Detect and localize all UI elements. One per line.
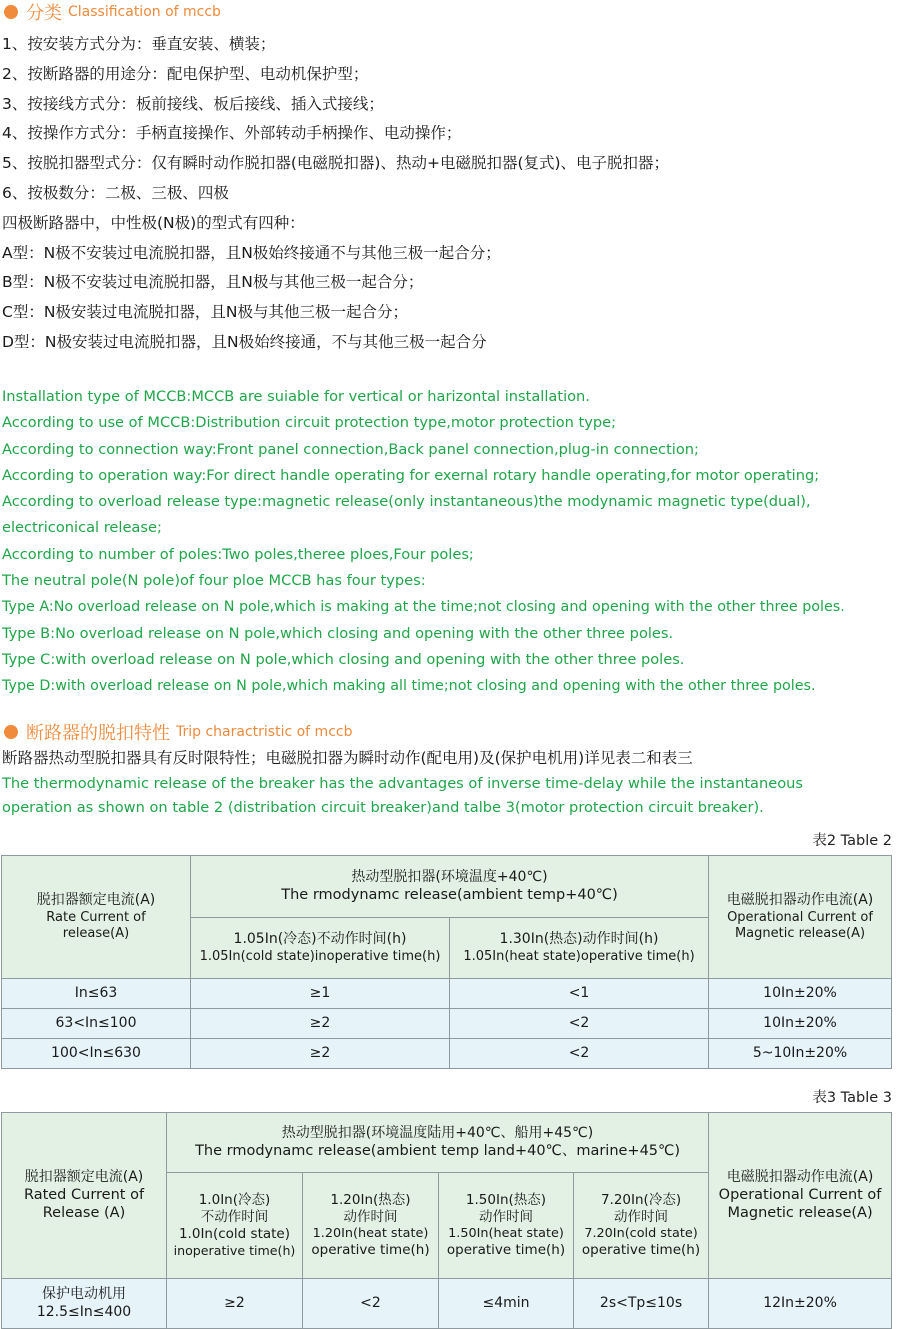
list-item: D型：N极安装过电流脱扣器，且N极始终接通，不与其他三极一起合分	[2, 332, 487, 351]
table2-magnetic-header: 电磁脱扣器动作电流(A) Operational Current of Magnetic release(A)	[709, 856, 892, 979]
table-cell: 12In±20%	[709, 1279, 892, 1329]
heading-cn: 断路器的脱扣特性	[26, 723, 170, 744]
list-item: Type B:No overload release on N pole,which closing and opening with the other three poles.	[2, 624, 674, 642]
table-cell: 10In±20%	[709, 979, 892, 1009]
table3-row-label: 保护电动机用 12.5≤In≤400	[2, 1279, 167, 1329]
table2-cold-subheader: 1.05In(冷态)不动作时间(h) 1.05In(cold state)inoperative time(h)	[191, 918, 450, 979]
list-item: electriconical release;	[2, 519, 162, 537]
heading-en: Classification of mccb	[68, 4, 221, 20]
table-cell: <2	[450, 1009, 709, 1039]
list-item: According to operation way:For direct handle operating for exernal rotary handle operating,for motor operating;	[2, 466, 820, 484]
table-cell: ≥2	[191, 1009, 450, 1039]
table3-subheader: 1.20In(热态) 动作时间 1.20In(heat state) operative time(h)	[303, 1173, 439, 1279]
list-item: According to overload release type:magnetic release(only instantaneous)the modynamic magnetic type(dual),	[2, 493, 811, 511]
trip-description-en	[2, 772, 803, 820]
table-row	[2, 1039, 892, 1069]
list-item: According to connection way:Front panel connection,Back panel connection,plug-in connection;	[2, 440, 699, 458]
table-cell: <2	[450, 1039, 709, 1069]
table3-subheader: 1.0In(冷态) 不动作时间 1.0In(cold state) inoperative time(h)	[167, 1173, 303, 1279]
table-cell: ≥1	[191, 979, 450, 1009]
list-item: Type D:with overload release on N pole,which making all time;not closing and opening with the other three poles.	[2, 678, 816, 695]
table2-thermal-group-header: 热动型脱扣器(环境温度+40℃) The rmodynamc release(ambient temp+40℃)	[191, 856, 709, 918]
list-item: Installation type of MCCB:MCCB are suiable for vertical or harizontal installation.	[2, 388, 590, 405]
trip-description-cn: 断路器热动型脱扣器具有反时限特性；电磁脱扣器为瞬时动作(配电用)及(保护电机用)详见表二和表三	[2, 749, 693, 767]
table3	[1, 1112, 892, 1329]
table-cell: <2	[303, 1279, 439, 1329]
table2-current-header: 脱扣器额定电流(A) Rate Current of release(A)	[2, 856, 191, 979]
table-cell: ≥2	[191, 1039, 450, 1069]
table3-caption: 表3 Table 3	[812, 1090, 892, 1106]
heading-cn: 分类	[26, 3, 62, 24]
table-row	[2, 1279, 892, 1329]
list-item: According to number of poles:Two poles,theree ploes,Four poles;	[2, 545, 474, 563]
table3-thermal-group-header: 热动型脱扣器(环境温度陆用+40℃、船用+45℃) The rmodynamc release(ambient temp land+40℃、marine+45℃)	[167, 1113, 709, 1173]
list-item: 4、按操作方式分：手柄直接操作、外部转动手柄操作、电动操作；	[2, 124, 462, 143]
table2	[1, 855, 892, 1069]
list-item: The thermodynamic release of the breaker has the advantages of inverse time-delay while the instantaneous	[2, 775, 804, 792]
list-item: 5、按脱扣器型式分：仅有瞬时动作脱扣器(电磁脱扣器)、热动+电磁脱扣器(复式)、电子脱扣器；	[2, 154, 670, 173]
table3-magnetic-header: 电磁脱扣器动作电流(A) Operational Current of Magnetic release(A)	[709, 1113, 892, 1279]
bullet-dot-icon	[4, 725, 18, 739]
list-item: 四极断路器中，中性极(N极)的型式有四种：	[2, 213, 305, 232]
list-item: A型：N极不安装过电流脱扣器，且N极始终接通不与其他三极一起合分；	[2, 243, 501, 262]
list-item: 3、按接线方式分：板前接线、板后接线、插入式接线；	[2, 94, 384, 113]
list-item: B型：N极不安装过电流脱扣器，且N极与其他三极一起合分；	[2, 273, 424, 292]
list-item: 6、按极数分：二极、三极、四极	[2, 183, 229, 202]
table-row	[2, 1009, 892, 1039]
table3-subheader: 1.50In(热态) 动作时间 1.50In(heat state) operative time(h)	[439, 1173, 574, 1279]
classification-cn-list	[2, 30, 669, 358]
table-cell: 2s<Tp≤10s	[574, 1279, 709, 1329]
list-item: operation as shown on table 2 (distribation circuit breaker)and talbe 3(motor protection circuit breaker).	[2, 799, 764, 816]
table-row	[2, 979, 892, 1009]
classification-heading	[4, 0, 221, 24]
table2-caption: 表2 Table 2	[812, 833, 892, 849]
list-item: 2、按断路器的用途分：配电保护型、电动机保护型；	[2, 64, 369, 83]
table-cell: In≤63	[2, 979, 191, 1009]
table-cell: 10In±20%	[709, 1009, 892, 1039]
list-item: 1、按安装方式分为：垂直安装、横装；	[2, 35, 276, 53]
list-item: Type A:No overload release on N pole,which is making at the time;not closing and opening with the other three poles.	[2, 599, 845, 616]
table3-subheader: 7.20In(冷态) 动作时间 7.20In(cold state) operative time(h)	[574, 1173, 709, 1279]
table-cell: 100<In≤630	[2, 1039, 191, 1069]
table-cell: <1	[450, 979, 709, 1009]
classification-en-list	[2, 384, 845, 700]
list-item: The neutral pole(N pole)of four ploe MCCB has four types:	[2, 572, 426, 590]
table3-current-header: 脱扣器额定电流(A) Rated Current of Release (A)	[2, 1113, 167, 1279]
list-item: Type C:with overload release on N pole,which closing and opening with the other three poles.	[2, 650, 685, 668]
table2-heat-subheader: 1.30In(热态)动作时间(h) 1.05In(heat state)operative time(h)	[450, 918, 709, 979]
table-cell: 63<In≤100	[2, 1009, 191, 1039]
classification-section	[4, 0, 221, 24]
trip-heading	[4, 720, 352, 744]
heading-en: Trip charactristic of mccb	[176, 724, 353, 740]
table-cell: ≥2	[167, 1279, 303, 1329]
list-item: C型：N极安装过电流脱扣器，且N极与其他三极一起合分；	[2, 303, 409, 322]
bullet-dot-icon	[4, 5, 18, 19]
table-cell: ≤4min	[439, 1279, 574, 1329]
table-cell: 5~10In±20%	[709, 1039, 892, 1069]
list-item: According to use of MCCB:Distribution circuit protection type,motor protection type;	[2, 414, 617, 432]
